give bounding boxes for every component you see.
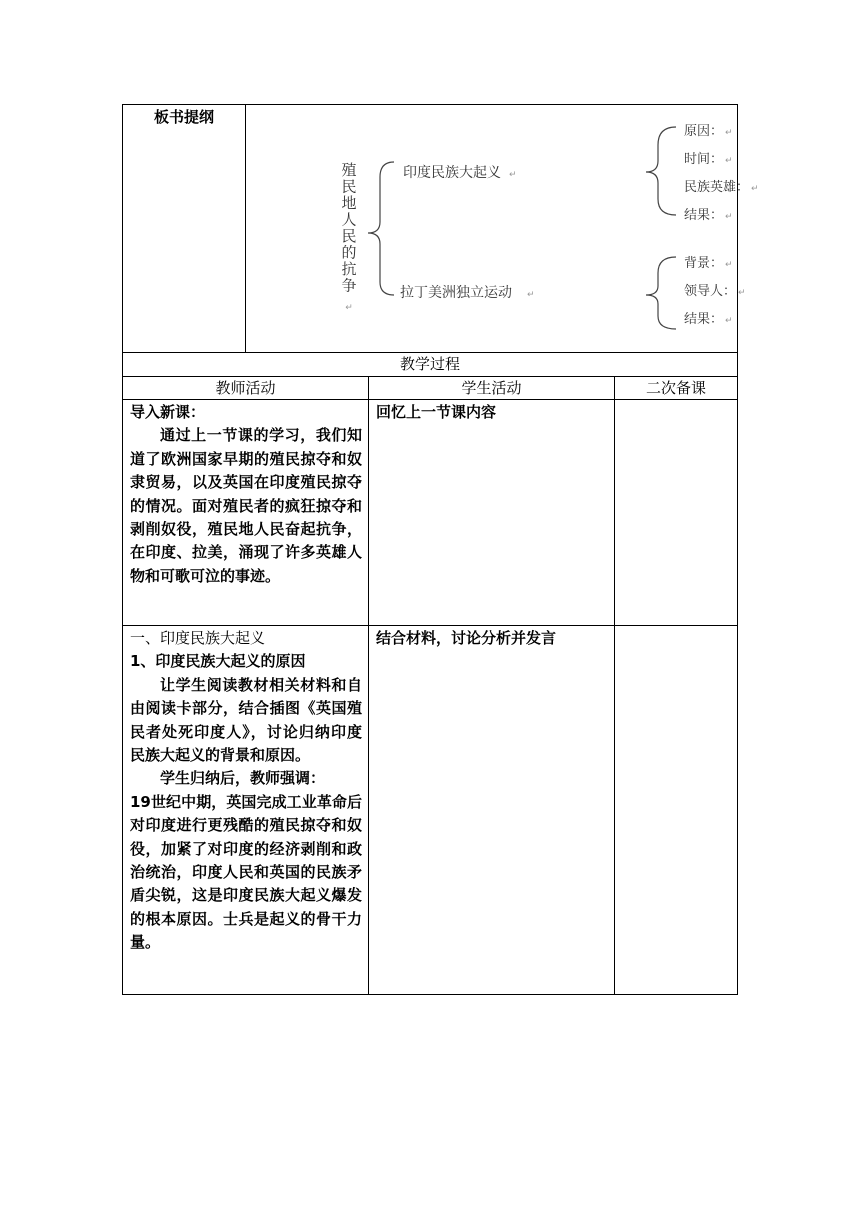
header-teacher: 教师活动 — [215, 379, 276, 397]
outline-root-char: 抗 — [341, 260, 357, 278]
outline-label: 板书提纲 — [153, 108, 214, 126]
teacher-cell — [130, 401, 362, 588]
teacher-paragraph: 学生归纳后，教师强调： — [160, 769, 326, 788]
branch-title-latin-america: 拉丁美洲独立运动 — [400, 285, 512, 301]
table-divider — [122, 625, 738, 626]
outline-brace-latin-america — [646, 257, 676, 329]
outline-item: 结果： ↵ — [684, 208, 733, 223]
outline-root-char: 殖 — [341, 161, 357, 179]
table-divider — [614, 376, 615, 994]
outline-root-char: 争 — [341, 276, 357, 295]
branch-title-india: 印度民族大起义 — [403, 165, 501, 181]
outline-root — [341, 161, 356, 295]
table-border-left — [122, 104, 123, 995]
student-activity: 结合材料，讨论分析并发言 — [376, 629, 557, 647]
outline-item: 原因： ↵ — [684, 124, 733, 139]
outline-root-char: 的 — [341, 243, 357, 262]
outline-brace-india — [646, 127, 676, 215]
outline-item: 时间： ↵ — [684, 152, 733, 167]
header-notes: 二次备课 — [645, 379, 706, 397]
outline-item: 结果： ↵ — [684, 312, 733, 327]
return-mark: ↵ — [345, 303, 353, 313]
outline-diagram — [246, 105, 759, 351]
outline-root-char: 地 — [341, 194, 357, 212]
table-divider — [368, 376, 369, 994]
outline-root-char: 民 — [341, 177, 357, 196]
student-activity: 回忆上一节课内容 — [376, 403, 497, 421]
teacher-paragraph: 通过上一节课的学习，我们知道了欧洲国家早期的殖民掠夺和奴隶贸易，以及英国在印度殖民掠夺的情况。面对殖民者的疯狂掠夺和剥削奴役，殖民地人民奋起抗争，在印度、拉美，涌现了许多英雄人物和可歌可泣的事迹。 — [130, 426, 362, 585]
student-cell — [376, 627, 608, 650]
table-border-bottom — [122, 994, 738, 995]
header-student: 学生活动 — [461, 379, 522, 397]
return-mark: ↵ — [527, 290, 535, 300]
section-heading: 一、印度民族大起义 — [130, 629, 266, 647]
outline-root-char: 人 — [341, 210, 357, 229]
teacher-paragraph: 19世纪中期，英国完成工业革命后对印度进行更残酷的殖民掠夺和奴役，加紧了对印度的经济剥削和政治统治，印度人民和英国的民族矛盾尖锐，这是印度民族大起义爆发的根本原因。士兵是起义的骨干力量。 — [130, 792, 362, 952]
student-cell — [376, 401, 608, 424]
outline-item: 背景： ↵ — [684, 256, 733, 271]
return-mark: ↵ — [509, 170, 517, 180]
row-heading: 导入新课： — [130, 403, 206, 421]
sub-heading: 1、印度民族大起义的原因 — [130, 652, 306, 671]
svg-text:殖民地人民的抗争 — [341, 161, 356, 295]
process-title: 教学过程 — [399, 355, 460, 373]
teacher-cell — [130, 627, 362, 955]
outline-brace-main — [368, 162, 394, 295]
outline-item: 民族英雄： ↵ — [684, 180, 759, 195]
teacher-paragraph: 让学生阅读教材相关材料和自由阅读卡部分，结合插图《英国殖民者处死印度人》，讨论归纳印度民族大起义的背景和原因。 — [130, 675, 362, 765]
outline-item: 领导人： ↵ — [684, 284, 746, 299]
table-border-right — [737, 104, 738, 995]
outline-root-char: 民 — [341, 227, 357, 245]
